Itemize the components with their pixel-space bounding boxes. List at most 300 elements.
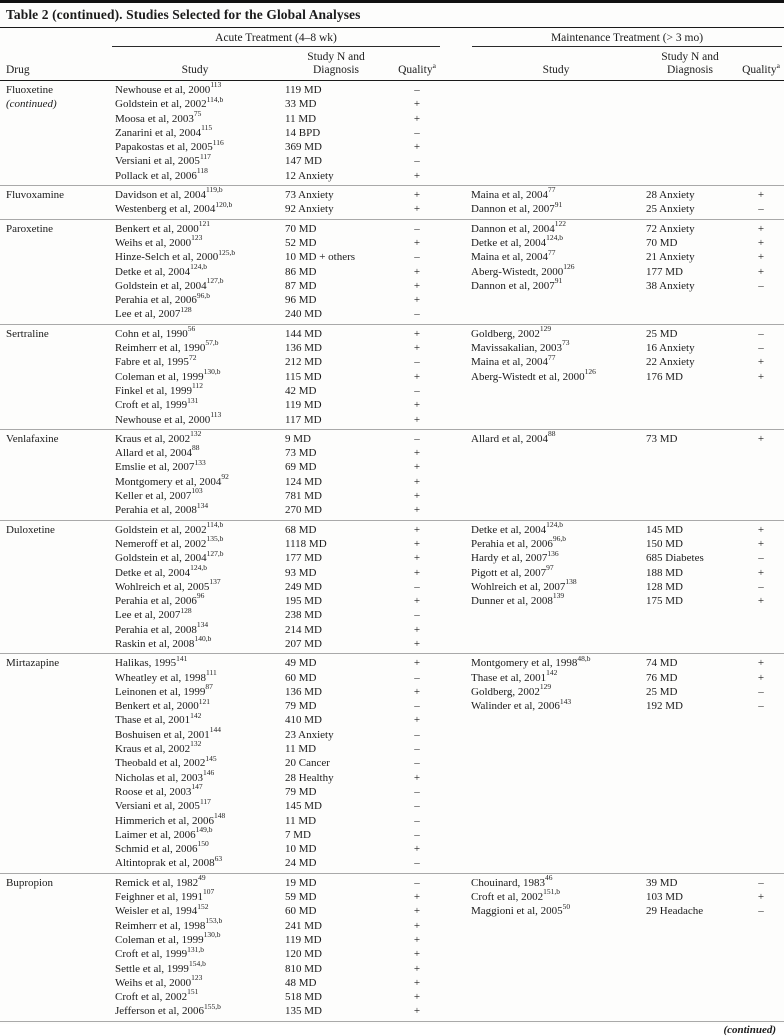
drug-empty xyxy=(0,962,110,976)
maintenance-quality-rating xyxy=(738,398,784,412)
reference-superscript: 111 xyxy=(206,667,217,677)
maintenance-quality-rating xyxy=(738,140,784,154)
acute-study-citation xyxy=(110,457,280,474)
drug-empty xyxy=(0,814,110,828)
maintenance-study-citation xyxy=(470,887,642,904)
column-gap-spacer xyxy=(442,904,470,918)
maintenance-quality-rating xyxy=(738,307,784,321)
reference-superscript: 72 xyxy=(188,352,197,362)
study-citation-text: Dannon et al, 2007 xyxy=(471,203,555,216)
reference-superscript: 87 xyxy=(205,682,213,692)
maintenance-study-citation xyxy=(470,756,642,770)
maintenance-n-diagnosis xyxy=(642,623,738,637)
acute-study-citation xyxy=(110,634,280,651)
quality-label: Quality xyxy=(742,64,777,76)
column-gap-spacer xyxy=(442,890,470,904)
reference-superscript: 121 xyxy=(198,219,210,229)
study-citation-text: Goldstein et al, 2004 xyxy=(115,279,207,292)
reference-superscript: 103 xyxy=(191,486,203,496)
maintenance-study-citation xyxy=(470,503,642,517)
drug-empty xyxy=(0,919,110,933)
n-diagnosis-line2: Diagnosis xyxy=(313,64,359,76)
maintenance-n-diagnosis xyxy=(642,799,738,813)
acute-study-citation xyxy=(110,108,280,126)
acute-n-diagnosis: 60 MD xyxy=(285,671,317,684)
acute-study-citation xyxy=(110,276,280,293)
study-citation-text: Weisler et al, 1994 xyxy=(115,905,198,918)
drug-name: Fluoxetine xyxy=(6,84,54,96)
study-citation-text: Perahia et al, 2006 xyxy=(115,294,197,307)
acute-quality-rating: – xyxy=(414,876,420,889)
acute-quality-rating: + xyxy=(413,962,421,975)
study-citation-text: Walinder et al, 2006 xyxy=(471,700,560,713)
maintenance-n-diagnosis xyxy=(642,489,738,503)
reference-superscript: 88 xyxy=(547,429,556,439)
acute-study-citation xyxy=(110,324,280,341)
acute-n-diagnosis: 518 MD xyxy=(285,991,322,1004)
drug-note: (continued) xyxy=(6,98,57,111)
study-citation-text: Benkert et al, 2000 xyxy=(115,222,199,235)
study-citation-text: Emslie et al, 2007 xyxy=(115,461,195,474)
quality-label: Quality xyxy=(398,64,433,76)
drug-empty xyxy=(0,842,110,856)
study-citation-text: Maggioni et al, 2005 xyxy=(471,905,563,918)
acute-study-citation xyxy=(110,352,280,369)
maintenance-quality-rating: + xyxy=(757,251,765,264)
maintenance-n-diagnosis xyxy=(642,856,738,870)
maintenance-quality-rating xyxy=(738,293,784,307)
column-gap-spacer xyxy=(442,140,470,154)
acute-quality-rating: – xyxy=(414,671,420,684)
n-diagnosis-line1: Study N and xyxy=(307,51,365,63)
study-citation-text: Goldberg, 2002 xyxy=(471,327,540,340)
column-header-acute-n-diagnosis xyxy=(280,47,392,80)
column-gap-spacer xyxy=(442,523,470,537)
maintenance-n-diagnosis: 25 Anxiety xyxy=(646,203,695,216)
reference-superscript: 148 xyxy=(213,810,226,820)
acute-study-citation xyxy=(110,667,280,685)
acute-n-diagnosis: 207 MD xyxy=(285,637,322,650)
maintenance-quality-rating xyxy=(738,728,784,742)
study-citation-text: Feighner et al, 1991 xyxy=(115,891,203,904)
acute-quality-rating: + xyxy=(413,623,421,636)
drug-empty xyxy=(0,475,110,489)
maintenance-quality-rating: + xyxy=(757,595,765,608)
acute-study-citation xyxy=(110,304,280,321)
acute-quality-rating: + xyxy=(413,236,421,249)
reference-superscript: 50 xyxy=(562,901,571,911)
drug-empty xyxy=(0,551,110,565)
maintenance-quality-rating xyxy=(738,785,784,799)
maintenance-study-citation xyxy=(470,398,642,412)
acute-study-citation xyxy=(110,825,280,842)
maintenance-n-diagnosis xyxy=(642,446,738,460)
study-citation-text: Himmerich et al, 2006 xyxy=(115,814,214,827)
acute-quality-rating: + xyxy=(413,399,421,412)
study-citation-text: Goldstein et al, 2002 xyxy=(115,98,207,111)
acute-quality-rating: – xyxy=(414,384,420,397)
maintenance-quality-rating xyxy=(738,169,784,183)
drug-section-duloxetine xyxy=(0,520,784,654)
drug-empty xyxy=(0,279,110,293)
column-gap-spacer xyxy=(442,126,470,140)
reference-superscript: 77 xyxy=(547,185,556,195)
reference-superscript: 91 xyxy=(554,199,563,209)
column-gap-spacer xyxy=(442,856,470,870)
maintenance-quality-rating: + xyxy=(757,566,765,579)
reference-superscript: 140,b xyxy=(194,634,212,644)
maintenance-n-diagnosis xyxy=(642,828,738,842)
reference-superscript: 126 xyxy=(563,261,575,271)
maintenance-study-citation xyxy=(470,338,642,355)
maintenance-n-diagnosis xyxy=(642,728,738,742)
maintenance-study-citation xyxy=(470,667,642,685)
acute-study-citation xyxy=(110,577,280,594)
quality-footnote-marker: a xyxy=(776,61,780,71)
reference-superscript: 124,b xyxy=(190,261,208,271)
acute-n-diagnosis: 147 MD xyxy=(285,155,322,168)
reference-superscript: 149,b xyxy=(195,825,213,835)
reference-superscript: 96 xyxy=(196,591,205,601)
maintenance-n-diagnosis xyxy=(642,154,738,168)
acute-n-diagnosis: 136 MD xyxy=(285,342,322,355)
maintenance-n-diagnosis: 145 MD xyxy=(646,523,683,536)
acute-quality-rating: + xyxy=(413,991,421,1004)
acute-n-diagnosis: 10 MD xyxy=(285,843,317,856)
maintenance-n-diagnosis xyxy=(642,475,738,489)
maintenance-n-diagnosis: 177 MD xyxy=(646,265,683,278)
maintenance-quality-rating xyxy=(738,637,784,651)
maintenance-quality-rating xyxy=(738,962,784,976)
drug-empty xyxy=(0,990,110,1004)
maintenance-n-diagnosis: 38 Anxiety xyxy=(646,279,695,292)
study-citation-text: Weihs et al, 2000 xyxy=(115,976,192,989)
maintenance-quality-rating xyxy=(738,503,784,517)
acute-quality-rating: + xyxy=(413,523,421,536)
column-gap-spacer xyxy=(442,460,470,474)
drug-empty xyxy=(0,202,110,216)
study-citation-text: Wohlreich et al, 2007 xyxy=(471,580,566,593)
drug-name: Venlafaxine xyxy=(6,432,59,445)
maintenance-quality-rating: – xyxy=(758,203,764,216)
column-gap-spacer xyxy=(442,169,470,183)
maintenance-study-citation xyxy=(470,814,642,828)
maintenance-quality-rating xyxy=(738,126,784,140)
acute-n-diagnosis: 79 MD xyxy=(285,700,317,713)
drug-empty xyxy=(0,140,110,154)
maintenance-study-citation xyxy=(470,728,642,742)
maintenance-n-diagnosis: 685 Diabetes xyxy=(646,552,704,565)
column-gap-spacer xyxy=(442,990,470,1004)
acute-n-diagnosis: 9 MD xyxy=(285,432,311,445)
reference-superscript: 46 xyxy=(544,873,553,883)
reference-superscript: 73 xyxy=(562,338,570,348)
maintenance-study-citation xyxy=(470,785,642,799)
reference-superscript: 120,b xyxy=(215,199,233,209)
maintenance-study-citation xyxy=(470,247,642,264)
reference-superscript: 125,b xyxy=(218,247,236,257)
study-citation-text: Remick et al, 1982 xyxy=(115,876,199,889)
acute-n-diagnosis: 60 MD xyxy=(285,905,317,918)
study-citation-text: Jefferson et al, 2006 xyxy=(115,1005,204,1018)
acute-n-diagnosis: 810 MD xyxy=(285,962,322,975)
maintenance-study-citation xyxy=(470,933,642,947)
acute-quality-rating: – xyxy=(414,222,420,235)
acute-study-citation xyxy=(110,987,280,1004)
maintenance-n-diagnosis: 76 MD xyxy=(646,671,678,684)
acute-study-citation xyxy=(110,1001,280,1018)
drug-empty xyxy=(0,154,110,168)
acute-n-diagnosis: 241 MD xyxy=(285,919,322,932)
maintenance-n-diagnosis: 192 MD xyxy=(646,700,683,713)
maintenance-n-diagnosis: 22 Anxiety xyxy=(646,356,695,369)
study-citation-text: Allard et al, 2004 xyxy=(471,432,548,445)
maintenance-n-diagnosis xyxy=(642,608,738,622)
acute-study-citation xyxy=(110,486,280,503)
reference-superscript: 118 xyxy=(196,166,208,176)
drug-name: Fluvoxamine xyxy=(6,189,65,202)
acute-n-diagnosis: 11 MD xyxy=(285,743,317,756)
acute-study-citation xyxy=(110,915,280,933)
drug-empty xyxy=(0,413,110,427)
study-citation-text: Perahia et al, 2008 xyxy=(115,623,197,636)
acute-quality-rating: – xyxy=(414,155,420,168)
maintenance-n-diagnosis xyxy=(642,842,738,856)
acute-quality-rating: + xyxy=(413,685,421,698)
maintenance-study-citation xyxy=(470,384,642,398)
study-citation-text: Nicholas et al, 2003 xyxy=(115,771,203,784)
acute-quality-rating: + xyxy=(413,714,421,727)
drug-section-fluoxetine xyxy=(0,81,784,185)
study-citation-text: Coleman et al, 1999 xyxy=(115,370,204,383)
study-citation-text: Kraus et al, 2002 xyxy=(115,432,191,445)
drug-name: Bupropion xyxy=(6,876,54,889)
column-gap-spacer xyxy=(442,919,470,933)
acute-study-citation xyxy=(110,519,280,537)
maintenance-n-diagnosis xyxy=(642,112,738,126)
column-gap-spacer xyxy=(442,828,470,842)
maintenance-quality-rating xyxy=(738,713,784,727)
acute-quality-rating: – xyxy=(414,251,420,264)
acute-quality-rating: + xyxy=(413,98,421,111)
study-citation-text: Keller et al, 2007 xyxy=(115,490,192,503)
table-header xyxy=(0,28,784,81)
acute-quality-rating: – xyxy=(414,857,420,870)
reference-superscript: 127,b xyxy=(206,276,224,286)
maintenance-n-diagnosis: 72 Anxiety xyxy=(646,222,695,235)
acute-n-diagnosis: 79 MD xyxy=(285,785,317,798)
maintenance-study-citation xyxy=(470,475,642,489)
maintenance-quality-rating xyxy=(738,828,784,842)
acute-quality-rating: + xyxy=(413,461,421,474)
reference-superscript: 147 xyxy=(191,782,203,792)
maintenance-study-citation xyxy=(470,352,642,369)
study-citation-text: Thase et al, 2001 xyxy=(471,671,547,684)
maintenance-quality-rating xyxy=(738,856,784,870)
drug-empty xyxy=(0,947,110,961)
acute-n-diagnosis: 19 MD xyxy=(285,876,317,889)
acute-n-diagnosis: 1118 MD xyxy=(285,537,327,550)
reference-superscript: 142 xyxy=(546,667,558,677)
acute-quality-rating: + xyxy=(413,169,421,182)
column-gap-spacer xyxy=(442,446,470,460)
drug-name: Sertraline xyxy=(6,327,49,340)
acute-study-citation xyxy=(110,591,280,608)
maintenance-study-citation xyxy=(470,696,642,713)
maintenance-quality-rating xyxy=(738,489,784,503)
study-citation-text: Maina et al, 2004 xyxy=(471,251,548,264)
column-gap-spacer xyxy=(442,976,470,990)
acute-n-diagnosis: 369 MD xyxy=(285,141,322,154)
reference-superscript: 117 xyxy=(199,151,211,161)
acute-n-diagnosis: 119 MD xyxy=(285,399,322,412)
column-gap-spacer xyxy=(442,475,470,489)
maintenance-n-diagnosis xyxy=(642,460,738,474)
acute-quality-rating: – xyxy=(414,432,420,445)
reference-superscript: 96,b xyxy=(196,290,210,300)
maintenance-quality-rating xyxy=(738,623,784,637)
column-gap-spacer xyxy=(442,699,470,713)
column-gap-spacer xyxy=(442,384,470,398)
maintenance-study-citation xyxy=(470,366,642,384)
maintenance-quality-rating: + xyxy=(757,537,765,550)
acute-study-citation xyxy=(110,166,280,183)
maintenance-quality-rating xyxy=(738,112,784,126)
acute-study-citation xyxy=(110,839,280,856)
acute-n-diagnosis: 195 MD xyxy=(285,595,322,608)
acute-quality-rating: + xyxy=(413,327,421,340)
reference-superscript: 107 xyxy=(202,887,215,897)
maintenance-quality-rating: + xyxy=(757,236,765,249)
maintenance-quality-rating xyxy=(738,384,784,398)
drug-section-mirtazapine xyxy=(0,653,784,872)
column-gap-spacer xyxy=(442,713,470,727)
column-gap-spacer xyxy=(442,236,470,250)
acute-n-diagnosis: 124 MD xyxy=(285,475,322,488)
acute-n-diagnosis: 86 MD xyxy=(285,265,317,278)
reference-superscript: 143 xyxy=(559,696,572,706)
acute-n-diagnosis: 136 MD xyxy=(285,685,322,698)
drug-empty xyxy=(0,856,110,870)
drug-empty xyxy=(0,699,110,713)
reference-superscript: 121 xyxy=(198,696,210,706)
study-citation-text: Montgomery et al, 1998 xyxy=(471,657,578,670)
drug-empty xyxy=(0,594,110,608)
column-gap-spacer xyxy=(442,876,470,890)
maintenance-quality-rating: + xyxy=(757,222,765,235)
reference-superscript: 129 xyxy=(539,682,552,692)
acute-quality-rating: + xyxy=(413,905,421,918)
study-citation-text: Halikas, 1995 xyxy=(115,657,177,670)
acute-study-citation xyxy=(110,810,280,828)
reference-superscript: 144 xyxy=(209,725,221,735)
column-gap-spacer xyxy=(442,503,470,517)
acute-n-diagnosis: 87 MD xyxy=(285,279,317,292)
acute-study-citation xyxy=(110,199,280,216)
maintenance-study-citation xyxy=(470,947,642,961)
study-citation-text: Perahia et al, 2006 xyxy=(471,537,553,550)
drug-empty xyxy=(0,771,110,785)
study-citation-text: Zanarini et al, 2004 xyxy=(115,126,202,139)
drug-empty xyxy=(0,489,110,503)
study-citation-text: Versiani et al, 2005 xyxy=(115,155,200,168)
acute-quality-rating: + xyxy=(413,566,421,579)
drug-empty xyxy=(0,890,110,904)
column-gap-spacer xyxy=(442,728,470,742)
column-header-drug: Drug xyxy=(6,64,30,76)
maintenance-study-citation xyxy=(470,307,642,321)
acute-quality-rating: + xyxy=(413,475,421,488)
maintenance-study-citation xyxy=(470,83,642,97)
acute-study-citation xyxy=(110,887,280,904)
acute-quality-rating: – xyxy=(414,126,420,139)
reference-superscript: 131 xyxy=(187,395,199,405)
drug-section-paroxetine xyxy=(0,219,784,324)
study-citation-text: Goldstein et al, 2002 xyxy=(115,523,207,536)
study-citation-text: Wohlreich et al, 2005 xyxy=(115,580,210,593)
maintenance-quality-rating xyxy=(738,933,784,947)
acute-quality-rating: + xyxy=(413,657,421,670)
maintenance-study-citation xyxy=(470,140,642,154)
study-citation-text: Detke et al, 2004 xyxy=(115,265,191,278)
study-citation-text: Croft et al, 1999 xyxy=(115,399,188,412)
reference-superscript: 128 xyxy=(180,605,192,615)
drug-section-sertraline xyxy=(0,324,784,429)
maintenance-study-citation xyxy=(470,199,642,216)
maintenance-n-diagnosis: 25 MD xyxy=(646,327,678,340)
maintenance-n-diagnosis: 21 Anxiety xyxy=(646,251,695,264)
reference-superscript: 49 xyxy=(198,873,206,883)
maintenance-quality-rating: – xyxy=(758,905,764,918)
reference-superscript: 57,b xyxy=(205,338,219,348)
maintenance-n-diagnosis xyxy=(642,713,738,727)
acute-n-diagnosis: 69 MD xyxy=(285,461,317,474)
column-gap-spacer xyxy=(442,933,470,947)
reference-superscript: 77 xyxy=(547,352,556,362)
maintenance-quality-rating xyxy=(738,608,784,622)
maintenance-n-diagnosis xyxy=(642,962,738,976)
maintenance-quality-rating xyxy=(738,814,784,828)
study-citation-text: Maina et al, 2004 xyxy=(471,189,548,202)
column-gap-spacer xyxy=(442,637,470,651)
reference-superscript: 96,b xyxy=(552,534,566,544)
acute-study-citation xyxy=(110,873,280,890)
study-citation-text: Maina et al, 2004 xyxy=(471,356,548,369)
maintenance-quality-rating xyxy=(738,990,784,1004)
maintenance-n-diagnosis xyxy=(642,814,738,828)
reference-superscript: 138 xyxy=(565,577,577,587)
study-citation-text: Roose et al, 2003 xyxy=(115,785,192,798)
study-citation-text: Reimherr et al, 1990 xyxy=(115,342,206,355)
reference-superscript: 126 xyxy=(584,366,596,376)
study-citation-text: Croft et al, 2002 xyxy=(115,991,188,1004)
maintenance-n-diagnosis xyxy=(642,771,738,785)
study-citation-text: Finkel et al, 1999 xyxy=(115,384,192,397)
column-gap-spacer xyxy=(442,580,470,594)
study-citation-text: Detke et al, 2004 xyxy=(471,523,547,536)
maintenance-n-diagnosis: 29 Headache xyxy=(646,905,704,918)
maintenance-study-citation xyxy=(470,112,642,126)
study-citation-text: Dannon et al, 2007 xyxy=(471,279,555,292)
column-gap-spacer xyxy=(442,489,470,503)
maintenance-n-diagnosis: 128 MD xyxy=(646,580,683,593)
maintenance-study-citation xyxy=(470,990,642,1004)
acute-n-diagnosis: 59 MD xyxy=(285,891,317,904)
acute-study-citation xyxy=(110,137,280,154)
reference-superscript: 129 xyxy=(539,324,552,334)
acute-quality-rating: – xyxy=(414,700,420,713)
maintenance-quality-rating: – xyxy=(758,700,764,713)
